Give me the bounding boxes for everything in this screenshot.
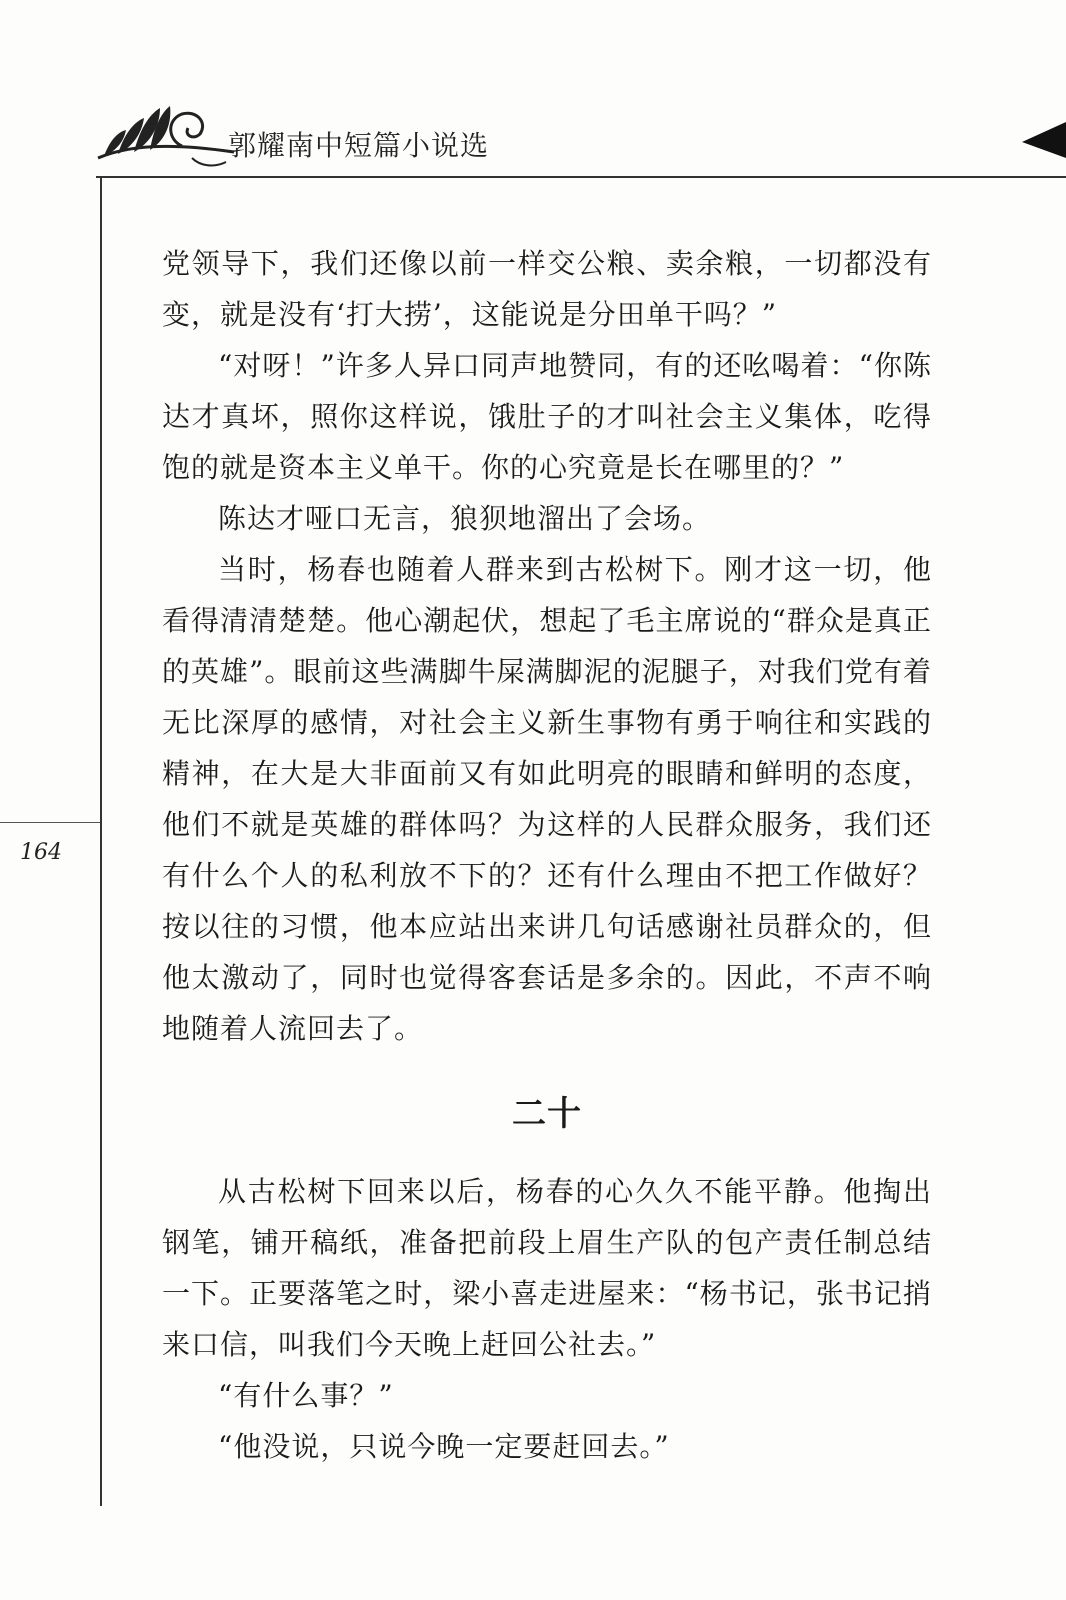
page-body bbox=[162, 238, 932, 1472]
paragraph: 当时，杨春也随着人群来到古松树下。刚才这一切，他看得清清楚楚。他心潮起伏，想起了毛主席说的“群众是真正的英雄”。眼前这些满脚牛屎满脚泥的泥腿子，对我们党有着无比深厚的感情，对社会主义新生事物有勇于响往和实践的精神，在大是大非面前又有如此明亮的眼睛和鲜明的态度，他们不就是英雄的群体吗？为这样的人民群众服务，我们还有什么个人的私利放不下的？还有什么理由不把工作做好？按以往的习惯，他本应站出来讲几句话感谢社员群众的，但他太激动了，同时也觉得客套话是多余的。因此，不声不响地随着人流回去了。 bbox=[162, 553, 932, 1045]
page-number: 164 bbox=[20, 840, 62, 865]
paragraph: “对呀！”许多人异口同声地赞同，有的还吆喝着：“你陈达才真坏，照你这样说，饿肚子的才叫社会主义集体，吃得饱的就是资本主义单干。你的心究竟是长在哪里的？” bbox=[162, 349, 932, 484]
paragraph: 从古松树下回来以后，杨春的心久久不能平静。他掏出钢笔，铺开稿纸，准备把前段上眉生产队的包产责任制总结一下。正要落笔之时，梁小喜走进屋来：“杨书记，张书记捎来口信，叫我们今天晚上赶回公社去。” bbox=[162, 1175, 932, 1361]
page-number-rule bbox=[0, 822, 100, 823]
book-title: 郭耀南中短篇小说选 bbox=[228, 129, 490, 162]
paragraph: “有什么事？” bbox=[218, 1379, 394, 1412]
chapter-heading: 二十 bbox=[512, 1094, 582, 1134]
paragraph: 陈达才哑口无言，狼狈地溜出了会场。 bbox=[218, 502, 712, 535]
margin-rule bbox=[100, 176, 102, 1506]
header-rule bbox=[96, 176, 1066, 178]
header-ornament-icon bbox=[96, 96, 236, 176]
corner-tab-icon bbox=[1022, 122, 1066, 158]
paragraph: “他没说，只说今晚一定要赶回去。” bbox=[218, 1430, 670, 1463]
paragraph: 党领导下，我们还像以前一样交公粮、卖余粮，一切都没有变，就是没有‘打大捞’，这能说是分田单干吗？” bbox=[162, 247, 932, 331]
